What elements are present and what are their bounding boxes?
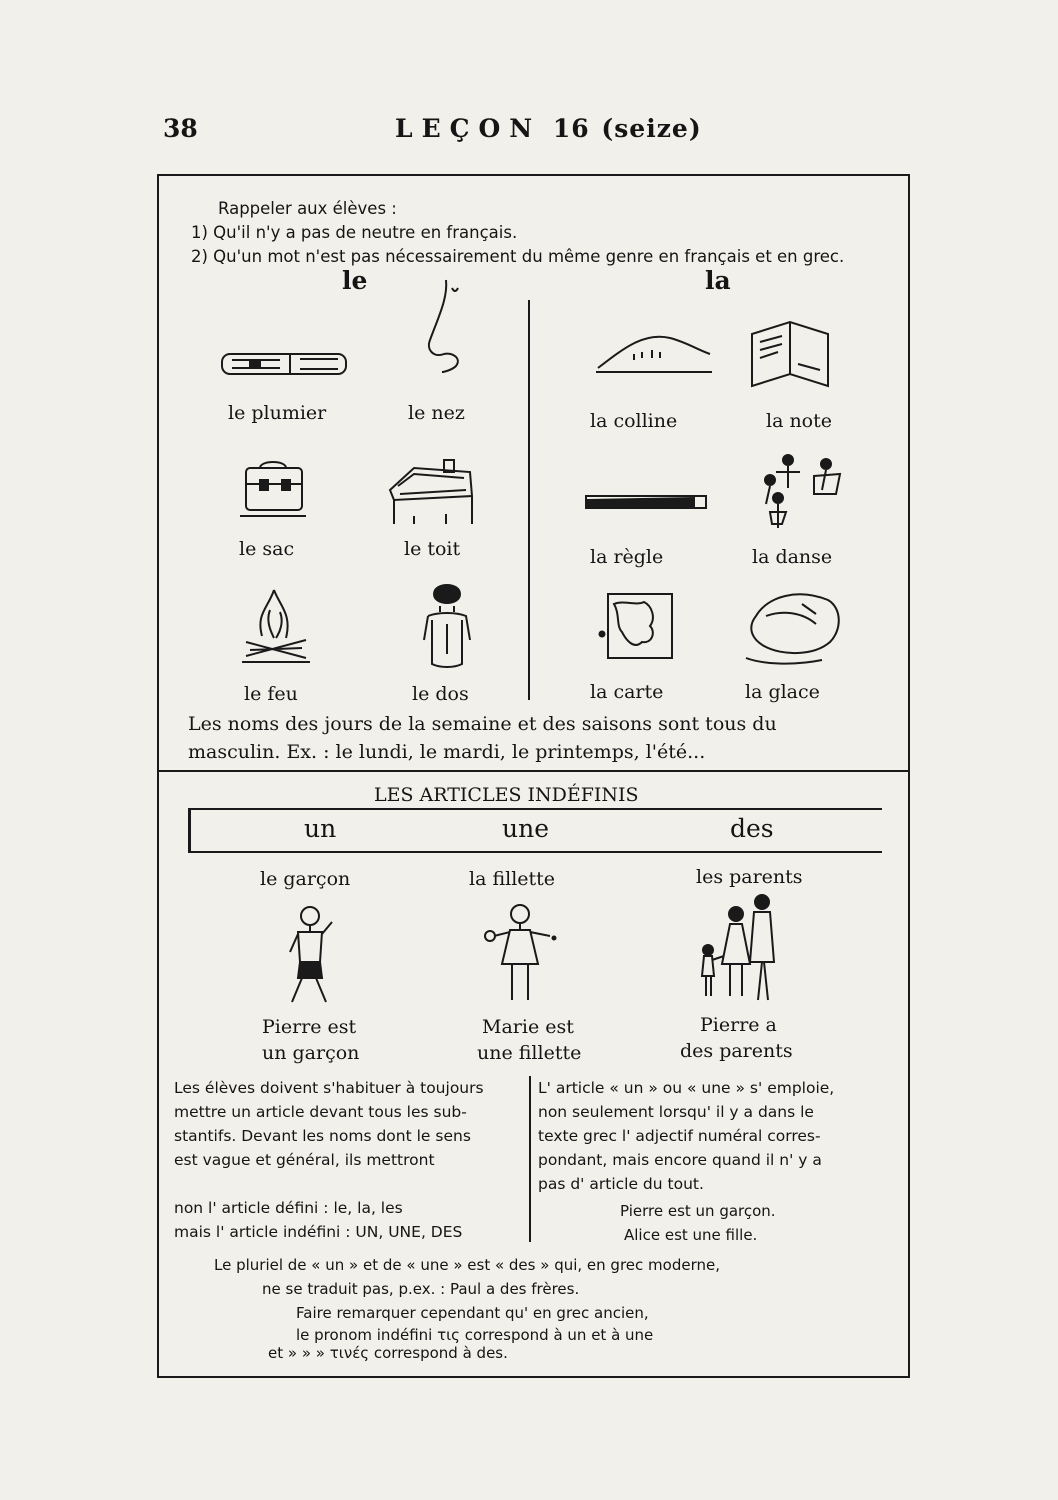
hill-icon xyxy=(594,328,714,378)
intro-line-3: 2) Qu'un mot n'est pas nécessairement du même genre en français et en grec. xyxy=(191,247,845,266)
label-le-sac: le sac xyxy=(239,538,295,560)
label-le-toit: le toit xyxy=(404,538,461,560)
article-des: des xyxy=(730,814,774,843)
left-note-line-6: mais l' article indéfini : UN, UNE, DES xyxy=(174,1223,463,1241)
left-note xyxy=(174,1076,524,1172)
days-note-line-2: masculin. Ex. : le lundi, le mardi, le printemps, l'été... xyxy=(188,741,706,763)
right-note-line-2: non seulement lorsqu' il y a dans le xyxy=(538,1103,814,1121)
label-le-dos: le dos xyxy=(412,683,469,705)
fire-icon xyxy=(240,586,312,666)
sentence-2-line-1: Marie est xyxy=(482,1016,574,1038)
right-note-line-5: pas d' article du tout. xyxy=(538,1175,704,1193)
label-le-garcon: le garçon xyxy=(260,868,351,890)
left-note-line-1: Les élèves doivent s'habituer à toujours xyxy=(174,1079,484,1097)
left-note-line-3: stantifs. Devant les noms dont le sens xyxy=(174,1127,471,1145)
sentence-3-line-2: des parents xyxy=(680,1040,793,1062)
school-bag-icon xyxy=(238,458,308,524)
heading-la: la xyxy=(705,266,731,295)
right-note-line-3: texte grec l' adjectif numéral corres- xyxy=(538,1127,821,1145)
sentence-2-line-2: une fillette xyxy=(477,1042,582,1064)
left-note-line-4: est vague et général, ils mettront xyxy=(174,1151,435,1169)
label-la-fillette: la fillette xyxy=(469,868,556,890)
bottom-note-line-5: et » » » τινές correspond à des. xyxy=(268,1344,508,1362)
section-divider xyxy=(157,770,910,772)
label-la-regle: la règle xyxy=(590,546,664,568)
title-number: 16 xyxy=(552,114,590,143)
back-icon xyxy=(418,584,476,670)
intro-line-2: 1) Qu'il n'y a pas de neutre en français. xyxy=(191,223,518,242)
boy-icon xyxy=(282,902,342,1006)
title-paren: (seize) xyxy=(601,114,702,143)
right-note-line-1: L' article « un » ou « une » s' emploie, xyxy=(538,1079,835,1097)
right-example-1: Pierre est un garçon. xyxy=(620,1202,776,1220)
bottom-note-line-2: ne se traduit pas, p.ex. : Paul a des frères. xyxy=(262,1280,580,1298)
article-un: un xyxy=(304,814,337,843)
pencil-case-icon xyxy=(220,350,350,380)
label-la-glace: la glace xyxy=(745,681,820,703)
label-le-plumier: le plumier xyxy=(228,402,327,424)
roof-icon xyxy=(384,456,476,526)
page-title xyxy=(395,114,702,143)
nose-icon xyxy=(422,278,472,374)
bottom-note-line-4: le pronom indéfini τις correspond à un et à une xyxy=(296,1326,654,1344)
label-la-note: la note xyxy=(766,410,832,432)
sentence-1-line-2: un garçon xyxy=(262,1042,360,1064)
heading-le: le xyxy=(342,266,368,295)
title-word: LEÇON xyxy=(395,114,542,143)
label-les-parents: les parents xyxy=(696,866,803,888)
column-divider xyxy=(528,300,530,700)
ruler-icon xyxy=(584,490,710,516)
label-la-danse: la danse xyxy=(752,546,833,568)
left-note-line-5: non l' article défini : le, la, les xyxy=(174,1199,403,1217)
right-example-2: Alice est une fille. xyxy=(624,1226,758,1244)
indefinite-heading: LES ARTICLES INDÉFINIS xyxy=(374,784,639,806)
label-la-colline: la colline xyxy=(590,410,678,432)
intro-line-1: Rappeler aux élèves : xyxy=(218,199,397,218)
article-une: une xyxy=(502,814,549,843)
left-note-line-2: mettre un article devant tous les sub- xyxy=(174,1103,467,1121)
map-icon xyxy=(600,592,676,664)
dancing-children-icon xyxy=(756,452,842,532)
right-note-line-4: pondant, mais encore quand il n' y a xyxy=(538,1151,822,1169)
label-le-nez: le nez xyxy=(408,402,465,424)
days-note-line-1: Les noms des jours de la semaine et des saisons sont tous du xyxy=(188,713,777,735)
page-number: 38 xyxy=(163,114,198,143)
parents-icon xyxy=(696,892,788,1004)
notebook-icon xyxy=(748,316,832,392)
label-le-feu: le feu xyxy=(244,683,298,705)
girl-icon xyxy=(480,902,558,1004)
bottom-note-line-1: Le pluriel de « un » et de « une » est « des » qui, en grec moderne, xyxy=(214,1256,720,1274)
right-note xyxy=(538,1076,890,1196)
ice-block-icon xyxy=(742,586,846,668)
notes-divider xyxy=(529,1076,531,1242)
label-la-carte: la carte xyxy=(590,681,664,703)
sentence-1-line-1: Pierre est xyxy=(262,1016,357,1038)
sentence-3-line-1: Pierre a xyxy=(700,1014,777,1036)
bottom-note-line-3: Faire remarquer cependant qu' en grec ancien, xyxy=(296,1304,649,1322)
